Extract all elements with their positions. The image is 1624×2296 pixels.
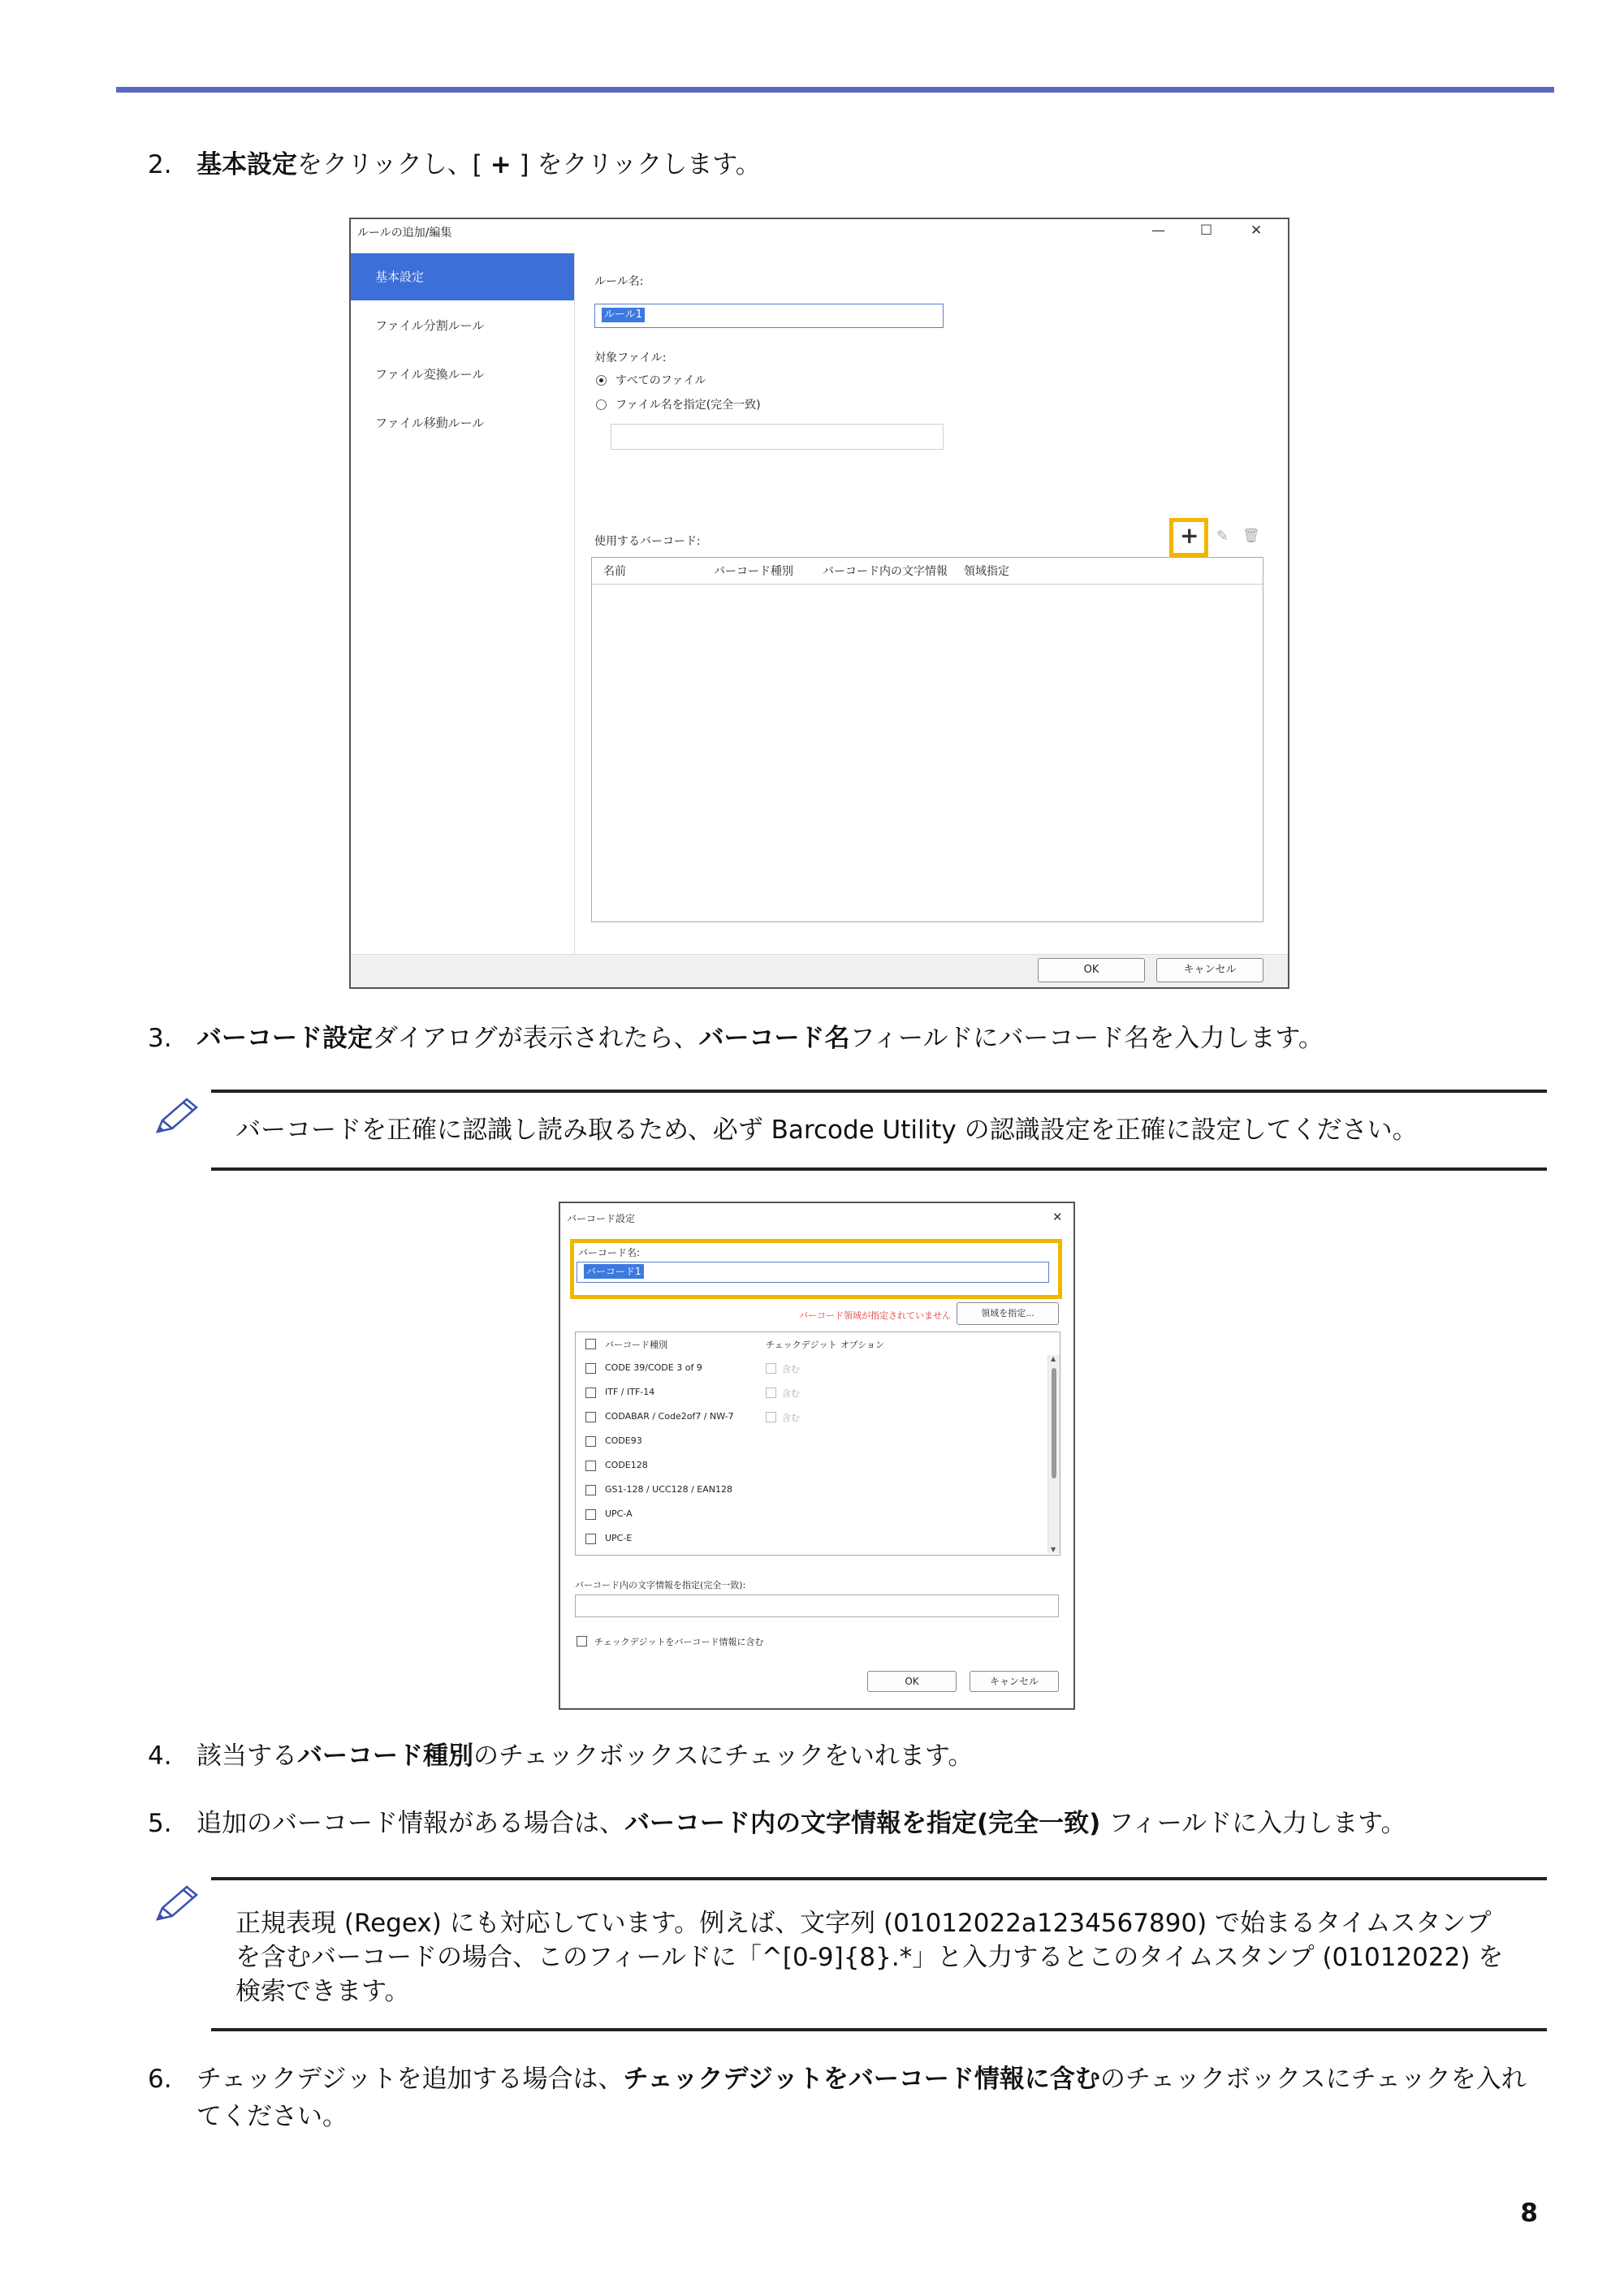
step-number: 2. [148,150,172,179]
step-text: をクリックし、[ [297,150,490,179]
barcode-type-name: GS1-128 / UCC128 / EAN128 [605,1484,732,1495]
column-header: バーコード種別 [714,565,793,578]
step-text: ダイアログが表示されたら、 [373,1024,699,1053]
barcode-type-checkbox[interactable] [585,1388,596,1398]
barcode-type-checkbox[interactable] [585,1534,596,1544]
edit-icon[interactable]: ✎ [1216,528,1229,545]
sidebar-item-convert[interactable]: ファイル変換ルール [375,367,485,382]
checkdigit-option: 含む [782,1413,800,1423]
barcode-text-input[interactable] [575,1595,1059,1617]
step-number: 6. [148,2065,172,2094]
step-text: のチェックボックスにチェックをいれます。 [473,1741,974,1771]
add-icon[interactable]: + [1180,522,1199,549]
checkdigit-option: 含む [782,1388,800,1399]
step-text: フィールドにバーコード名を入力します。 [849,1024,1324,1053]
rule-name-input[interactable] [594,304,944,328]
step-text: のチェックボックスにチェックを入れてください。 [197,2065,1527,2131]
step-text: フィールドに入力します。 [1100,1809,1406,1838]
column-header: バーコード種別 [605,1340,667,1350]
sidebar [351,253,575,955]
radio-file-name[interactable] [596,399,607,410]
note-box [211,1877,1547,2031]
file-name-input[interactable] [611,424,944,450]
dialog-title: バーコード設定 [567,1213,636,1224]
note-text: 正規表現 (Regex) にも対応しています。例えば、文字列 (01012022a1234567890) で始まるタイムスタンプを含むバーコードの場合、このフィールドに「^[0-9]{8}.*」と入力するとこのタイムスタンプ (01012022) を検索できます。 [235,1909,1504,2006]
bold-term: + [490,150,512,179]
step-text: 追加のバーコード情報がある場合は、 [197,1809,624,1838]
checkdigit-option: 含む [782,1364,800,1375]
target-file-label: 対象ファイル: [594,352,667,365]
step-number: 5. [148,1809,172,1838]
column-header: バーコード内の文字情報 [823,565,948,578]
list-scrollbar[interactable] [1047,1355,1060,1553]
bold-term: バーコード設定 [197,1024,373,1053]
barcode-name-label: バーコード名: [578,1247,641,1258]
area-warning: バーコード領域が指定されていません [799,1310,951,1321]
step-text: ] をクリックします。 [511,150,761,179]
step-text: 該当する [197,1741,297,1771]
maximize-icon[interactable]: ☐ [1200,222,1213,239]
note-text: バーコードを正確に認識し読み取るため、必ず Barcode Utility の認識設定を正確に設定してください。 [235,1116,1418,1145]
barcode-type-checkbox[interactable] [585,1485,596,1495]
barcode-settings-dialog [559,1202,1075,1710]
specify-area-button[interactable]: 領域を指定... [957,1302,1059,1325]
sidebar-item-basic[interactable]: 基本設定 [351,253,574,300]
step-text: チェックデジットを追加する場合は、 [197,2065,624,2094]
select-all-checkbox[interactable] [585,1339,596,1349]
page-number: 8 [1520,2199,1538,2228]
scroll-down-icon[interactable]: ▼ [1051,1546,1056,1553]
bold-term: チェックデジットをバーコード情報に含む [623,2065,1100,2094]
note-box [211,1090,1547,1171]
include-checkdigit-checkbox[interactable] [577,1636,587,1646]
bold-term: バーコード名 [698,1024,850,1053]
ok-button[interactable]: OK [1038,958,1145,982]
radio-file-name-label: ファイル名を指定(完全一致) [615,399,761,412]
checkdigit-checkbox[interactable] [766,1412,776,1422]
barcode-type-name: ITF / ITF-14 [605,1387,655,1397]
barcode-type-checkbox[interactable] [585,1509,596,1520]
barcode-type-name: UPC-A [605,1508,633,1519]
barcode-name-value: バーコード1 [584,1264,644,1279]
delete-icon[interactable]: 🗑 [1242,528,1260,544]
radio-all-files[interactable] [596,375,607,386]
barcode-text-label: バーコード内の文字情報を指定(完全一致): [575,1580,746,1590]
bold-term: 基本設定 [197,150,297,179]
step-number: 3. [148,1024,172,1053]
barcode-type-name: UPC-E [605,1533,633,1543]
cancel-button[interactable]: キャンセル [1156,958,1263,982]
bold-term: バーコード種別 [297,1741,473,1771]
checkdigit-checkbox[interactable] [766,1363,776,1374]
barcodes-label: 使用するバーコード: [594,535,701,548]
barcode-type-checkbox[interactable] [585,1363,596,1374]
step-number: 4. [148,1741,172,1771]
pencil-icon [151,1096,201,1138]
scrollbar-thumb[interactable] [1052,1368,1056,1478]
barcode-type-checkbox[interactable] [585,1461,596,1471]
barcode-type-checkbox[interactable] [585,1436,596,1447]
barcode-type-name: CODE128 [605,1460,648,1470]
column-header: オプション [840,1340,885,1350]
column-header: チェックデジット [766,1340,837,1350]
minimize-icon[interactable]: — [1151,222,1165,239]
ok-button[interactable]: OK [867,1671,957,1692]
scroll-up-icon[interactable]: ▲ [1051,1355,1056,1362]
barcode-type-name: CODABAR / Code2of7 / NW-7 [605,1411,734,1422]
barcode-type-name: CODE 39/CODE 3 of 9 [605,1362,702,1373]
pencil-icon [151,1884,201,1926]
rule-edit-dialog [349,218,1289,989]
barcode-name-input[interactable] [577,1262,1049,1283]
dialog-title: ルールの追加/編集 [357,227,452,240]
barcode-type-list [575,1331,1060,1556]
sidebar-item-split[interactable]: ファイル分割ルール [375,318,485,333]
column-header: 領域指定 [964,565,1009,578]
column-header: 名前 [603,565,626,578]
barcode-table [591,557,1263,922]
close-icon[interactable]: ✕ [1052,1210,1063,1224]
radio-all-files-label: すべてのファイル [615,374,706,387]
barcode-type-name: CODE93 [605,1435,642,1446]
barcode-type-checkbox[interactable] [585,1412,596,1422]
dialog-footer [351,954,1288,987]
header-rule [116,87,1554,93]
bold-term: バーコード内の文字情報を指定(完全一致) [624,1809,1101,1838]
checkdigit-checkbox[interactable] [766,1388,776,1398]
include-checkdigit-label: チェックデジットをバーコード情報に含む [594,1637,764,1647]
rule-name-label: ルール名: [594,275,644,288]
cancel-button[interactable]: キャンセル [970,1671,1059,1692]
sidebar-item-move[interactable]: ファイル移動ルール [375,416,485,430]
rule-name-value: ルール1 [602,308,645,322]
close-icon[interactable]: ✕ [1250,222,1263,239]
